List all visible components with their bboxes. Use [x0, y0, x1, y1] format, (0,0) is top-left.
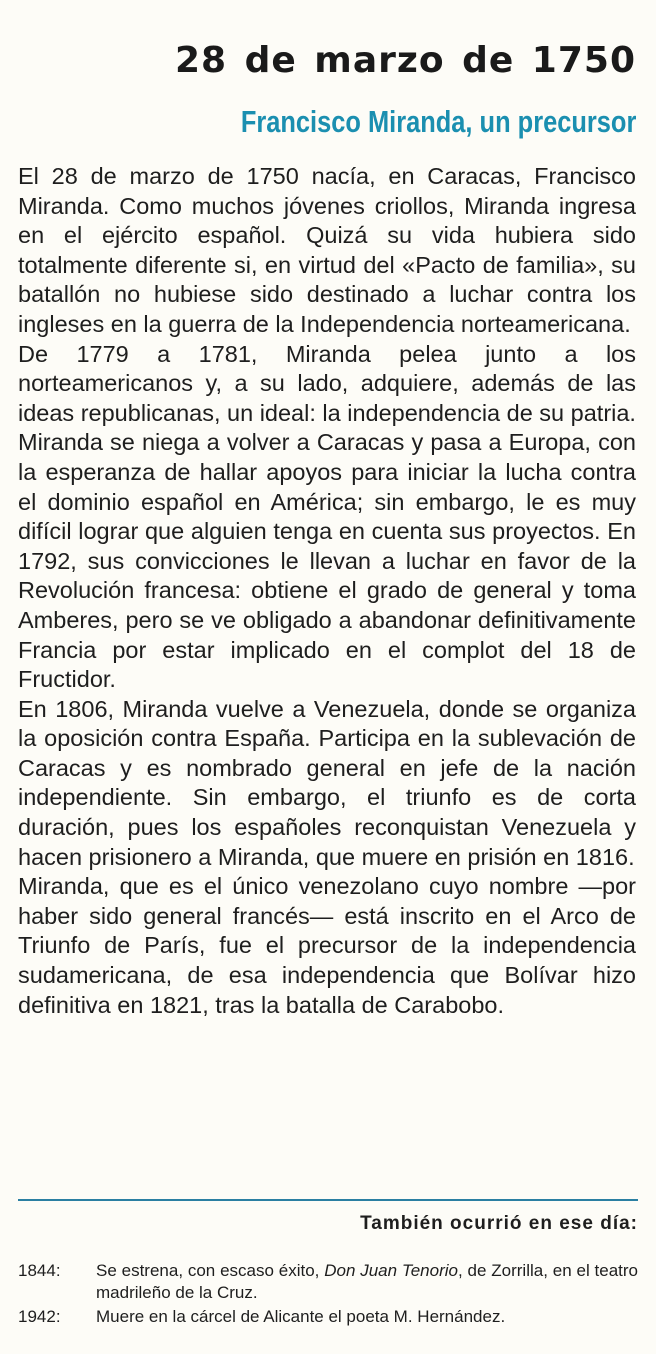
article-paragraph: El 28 de marzo de 1750 nacía, en Caracas, Francisco Miranda. Como muchos jóvenes criollos, Miranda ingresa en el ejército español. Quizá su vida hubiera sido totalmente diferente si, en virtud del «Pacto de familia», su batallón no hubiese sido destinado a luchar contra los ingleses en la guerra de la Independencia norteamericana. — [18, 163, 636, 337]
event-year: 1942: — [18, 1307, 61, 1326]
event-year: 1844: — [18, 1261, 61, 1280]
event-text-part: , de Zorrilla, en el teatro madrileño de la Cruz. — [96, 1261, 639, 1302]
article-paragraph: En 1806, Miranda vuelve a Venezuela, donde se organiza la oposición contra España. Participa en la sublevación de Caracas y es nombrado general en jefe de la nación independiente. Sin embargo, el triunfo es de corta duración, pues los españoles reconquistan Venezuela y hacen prisionero a Miranda, que muere en prisión en 1816. — [18, 695, 636, 870]
event-text-part: Se estrena, con escaso éxito, — [96, 1261, 325, 1280]
page-title: 28 de marzo de 1750 — [174, 40, 636, 81]
article-paragraph: Miranda, que es el único venezolano cuyo nombre —por haber sido general francés— está inscrito en el Arco de Triunfo de París, fue el precursor de la independencia sudamericana, de esa independencia que Bolívar hizo definitiva en 1821, tras la batalla de Carabobo. — [18, 873, 636, 1018]
article-paragraph: Miranda se niega a volver a Caracas y pasa a Europa, con la esperanza de hallar apoyos para iniciar la lucha contra el dominio español en América; sin embargo, le es muy difícil lograr que alguien tenga en cuenta sus proyectos. En 1792, sus convicciones le llevan a luchar en favor de la Revolución francesa: obtiene el grado de general y toma Amberes, pero se ve obligado a abandonar definitivamente Francia por estar implicado en el complot del 18 de Fructidor. — [18, 429, 636, 693]
article-subtitle: Francisco Miranda, un precursor — [240, 104, 636, 139]
event-text — [96, 1260, 638, 1304]
article-body — [18, 162, 636, 1020]
event-item — [18, 1306, 638, 1328]
also-happened-heading: También ocurrió en ese día: — [360, 1213, 638, 1234]
event-text: Muere en la cárcel de Alicante el poeta M. Hernández. — [96, 1307, 506, 1326]
article-paragraph: De 1779 a 1781, Miranda pelea junto a los norteamericanos y, a su lado, adquiere, además de las ideas republicanas, un ideal: la independencia de su patria. — [18, 340, 636, 426]
work-title: Don Juan Tenorio — [324, 1261, 458, 1280]
section-divider — [18, 1199, 638, 1201]
event-item — [18, 1260, 638, 1304]
events-list — [18, 1260, 638, 1330]
